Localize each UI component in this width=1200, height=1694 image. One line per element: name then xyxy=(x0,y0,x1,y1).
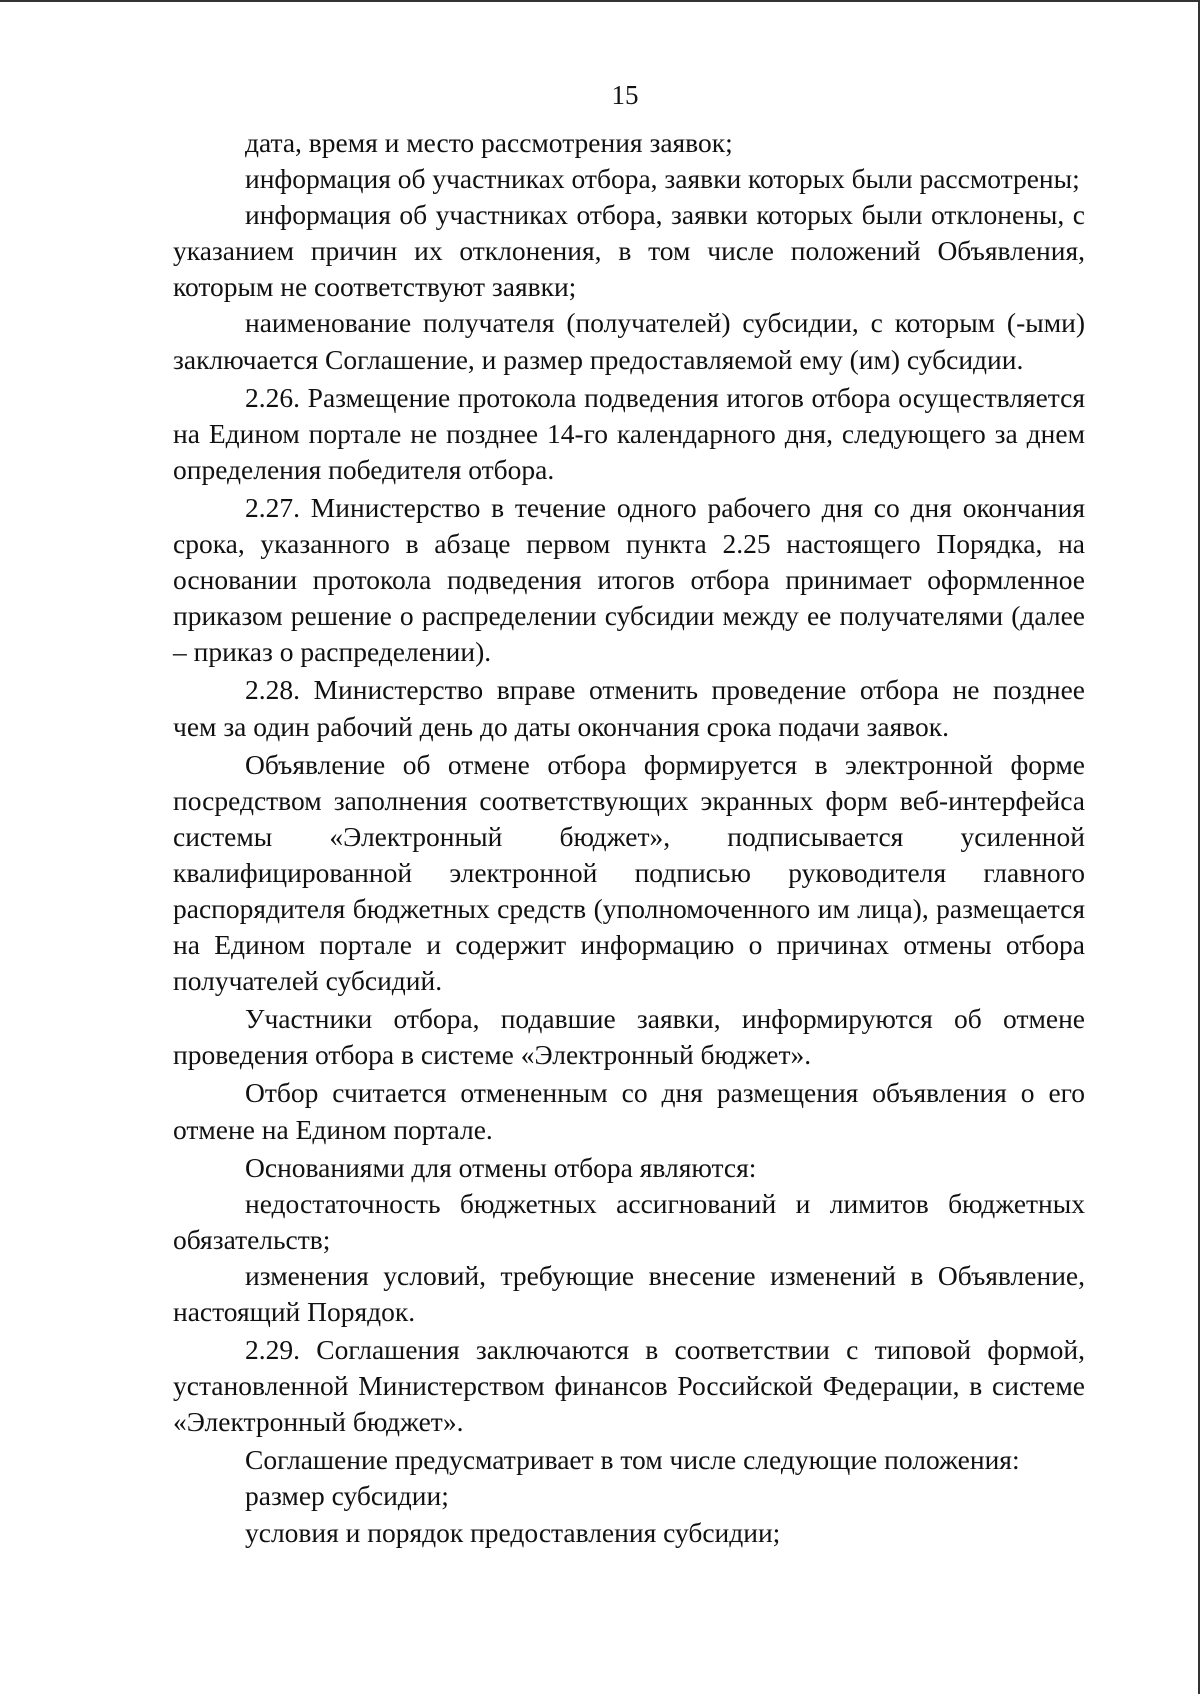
paragraph-cancellation-effective: Отбор считается отмененным со дня размещения объявления о его отмене на Едином портале. xyxy=(173,1077,1085,1145)
paragraph-subsidy-amount: размер субсидии; xyxy=(245,1480,449,1512)
paragraph-participants-informed: Участники отбора, подавшие заявки, информируются об отмене проведения отбора в системе «Электронный бюджет». xyxy=(173,1003,1085,1071)
clause-2-28: 2.28. Министерство вправе отменить проведение отбора не позднее чем за один рабочий день до даты окончания срока подачи заявок. xyxy=(173,674,1085,742)
clause-2-27: 2.27. Министерство в течение одного рабочего дня со дня окончания срока, указанного в абзаце первом пункта 2.25 настоящего Порядка, на основании протокола подведения итогов отбора принимает оформленное приказом решение о распределении субсидии между ее получателями (далее – приказ о распределении). xyxy=(173,491,1085,668)
paragraph-cancellation-grounds: Основаниями для отмены отбора являются: xyxy=(245,1151,757,1183)
document-body xyxy=(173,125,1085,1551)
paragraph-ground-changed-conditions: изменения условий, требующие внесение изменений в Объявление, настоящий Порядок. xyxy=(173,1259,1085,1327)
clause-2-29: 2.29. Соглашения заключаются в соответствии с типовой формой, установленной Министерством финансов Российской Федерации, в системе «Электронный бюджет». xyxy=(173,1334,1085,1438)
paragraph-review-date: дата, время и место рассмотрения заявок; xyxy=(245,127,733,158)
page-number: 15 xyxy=(611,80,639,110)
paragraph-ground-insufficient-funds: недостаточность бюджетных ассигнований и лимитов бюджетных обязательств; xyxy=(173,1187,1085,1255)
paragraph-subsidy-conditions: условия и порядок предоставления субсидии; xyxy=(245,1516,781,1548)
clause-2-26: 2.26. Размещение протокола подведения итогов отбора осуществляется на Едином портале не позднее 14-го календарного дня, следующего за днем определения победителя отбора. xyxy=(173,381,1085,485)
paragraph-cancellation-notice: Объявление об отмене отбора формируется в электронной форме посредством заполнения соответствующих экранных форм веб-интерфейса системы «Электронный бюджет», подписывается усиленной квалифицированной электронной подписью руководителя главного распорядителя бюджетных средств (уполномоченного им лица), размещается на Едином портале и содержит информацию о причинах отмены отбора получателей субсидий. xyxy=(173,748,1085,997)
paragraph-reviewed-participants: информация об участниках отбора, заявки которых были рассмотрены; xyxy=(245,163,1080,195)
paragraph-recipient-name: наименование получателя (получателей) субсидии, с которым (-ыми) заключается Соглашение, и размер предоставляемой ему (им) субсидии. xyxy=(173,307,1085,375)
paragraph-rejected-participants: информация об участниках отбора, заявки которых были отклонены, с указанием причин их отклонения, в том числе положений Объявления, которым не соответствуют заявки; xyxy=(173,199,1085,303)
paragraph-agreement-provisions: Соглашение предусматривает в том числе следующие положения: xyxy=(245,1444,1020,1476)
